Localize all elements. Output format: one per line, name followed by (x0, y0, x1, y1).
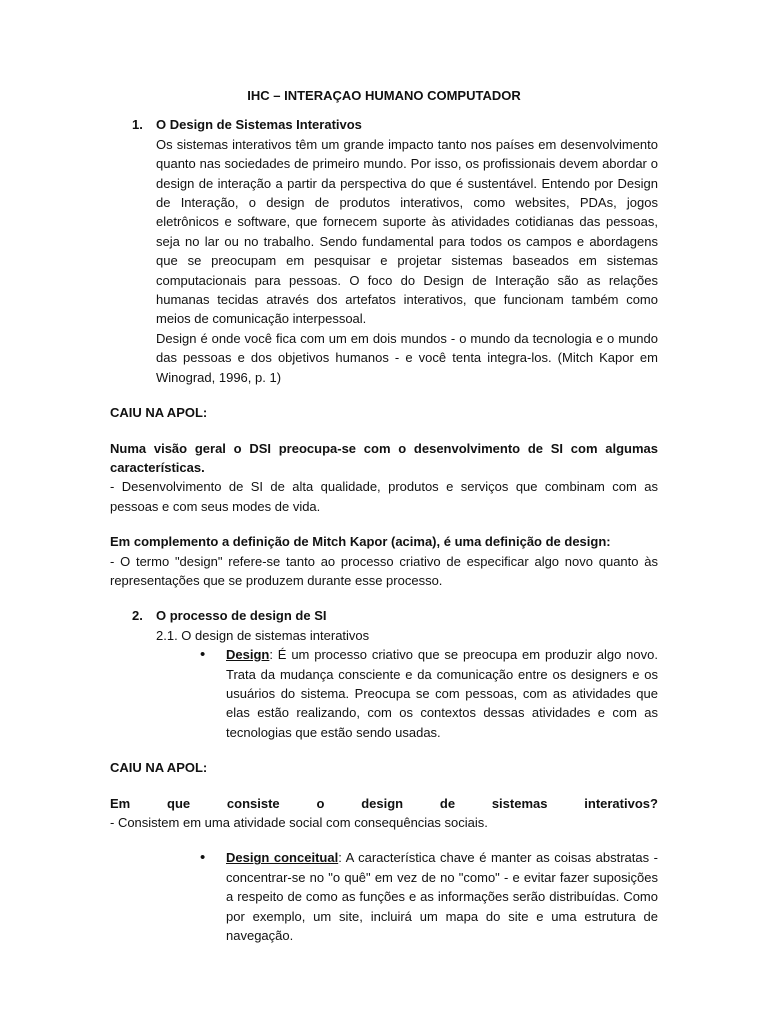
apol-label-2: CAIU NA APOL: (110, 760, 208, 776)
section-2-number: 2. (132, 608, 143, 624)
apol-question-2: Em complemento a definição de Mitch Kapor (acima), é uma definição de design: (110, 534, 611, 550)
bullet-design (200, 645, 658, 742)
question-word: Em (110, 795, 131, 811)
question-word: de (439, 795, 456, 811)
question-word: interativos? (584, 795, 658, 811)
section-1-title: O Design de Sistemas Interativos (156, 117, 362, 133)
document-title: IHC – INTERAÇAO HUMANO COMPUTADOR (247, 88, 521, 103)
apol-label-1: CAIU NA APOL: (110, 405, 208, 421)
apol-question-1: Numa visão geral o DSI preocupa-se com o desenvolvimento de SI com algumas características. (110, 440, 658, 475)
section-2-heading (110, 606, 658, 625)
section-1-number: 1. (132, 117, 143, 133)
question-word: sistemas (491, 795, 548, 811)
bullet-design-term: Design (226, 647, 270, 663)
question-word: consiste (226, 795, 280, 811)
question-word: design (361, 795, 404, 811)
apol-answer-3: - Consistem em uma atividade social com consequências sociais. (110, 815, 488, 830)
apol-answer-2: - O termo "design" refere-se tanto ao processo criativo de especificar algo novo quanto às representações que se produzem durante esse processo. (110, 553, 658, 588)
section-1-paragraph-2: Design é onde você fica com um em dois mundos - o mundo da tecnologia e o mundo das pessoas e dos objetivos humanos - e você tenta integra-los. (Mitch Kapor em Winograd, 1996, p. 1) (156, 330, 658, 385)
question-word: o (316, 795, 325, 811)
subsection-2-1-title: 2.1. O design de sistemas interativos (156, 627, 370, 643)
section-1-heading (110, 115, 658, 134)
bullet-icon: • (200, 646, 206, 664)
section-2-title: O processo de design de SI (156, 608, 327, 624)
bullet-design-conceitual-term: Design conceitual (226, 850, 339, 866)
bullet-icon: • (200, 849, 206, 867)
bullet-design-text: : É um processo criativo que se preocupa em produzir algo novo. Trata da mudança consciente e da comunicação entre os designers e os usuários do sistema. Preocupa se com pessoas, com as atividades que elas estão realizando, com os contextos dessas atividades e com as tecnologias que estão sendo usadas. (226, 647, 658, 740)
section-1-paragraph-1: Os sistemas interativos têm um grande impacto tanto nos países em desenvolvimento quanto nas sociedades de primeiro mundo. Por isso, os profissionais devem abordar o design de interação a partir da perspectiva do que é sustentável. Entendo por Design de Interação, o design de produtos interativos, como websites, PDAs, jogos eletrônicos e software, que fornecem suporte às atividades cotidianas das pessoas, seja no lar ou no trabalho. Sendo fundamental para todos os campos e abordagens que se preocupam em pesquisar e projetar sistemas baseados em sistemas computacionais para pessoas. O foco do Design de Interação são as relações humanas tecidas através dos artefatos interativos, que funcionam também como meios de comunicação interpessoal. (156, 136, 658, 327)
apol-question-3 (110, 794, 658, 813)
apol-answer-1: - Desenvolvimento de SI de alta qualidade, produtos e serviços que combinam com as pessoas e com seus modes de vida. (110, 479, 658, 514)
bullet-design-conceitual-text: : A característica chave é manter as coisas abstratas - concentrar-se no "o quê" em vez de no "como" - e evitar fazer suposições a respeito de como as funções e as informações serão distribuídas. Como por exemplo, um site, incluirá um mapa do site e uma estrutura de navegação. (226, 850, 658, 944)
bullet-design-conceitual (200, 848, 658, 945)
question-word: que (167, 795, 191, 811)
